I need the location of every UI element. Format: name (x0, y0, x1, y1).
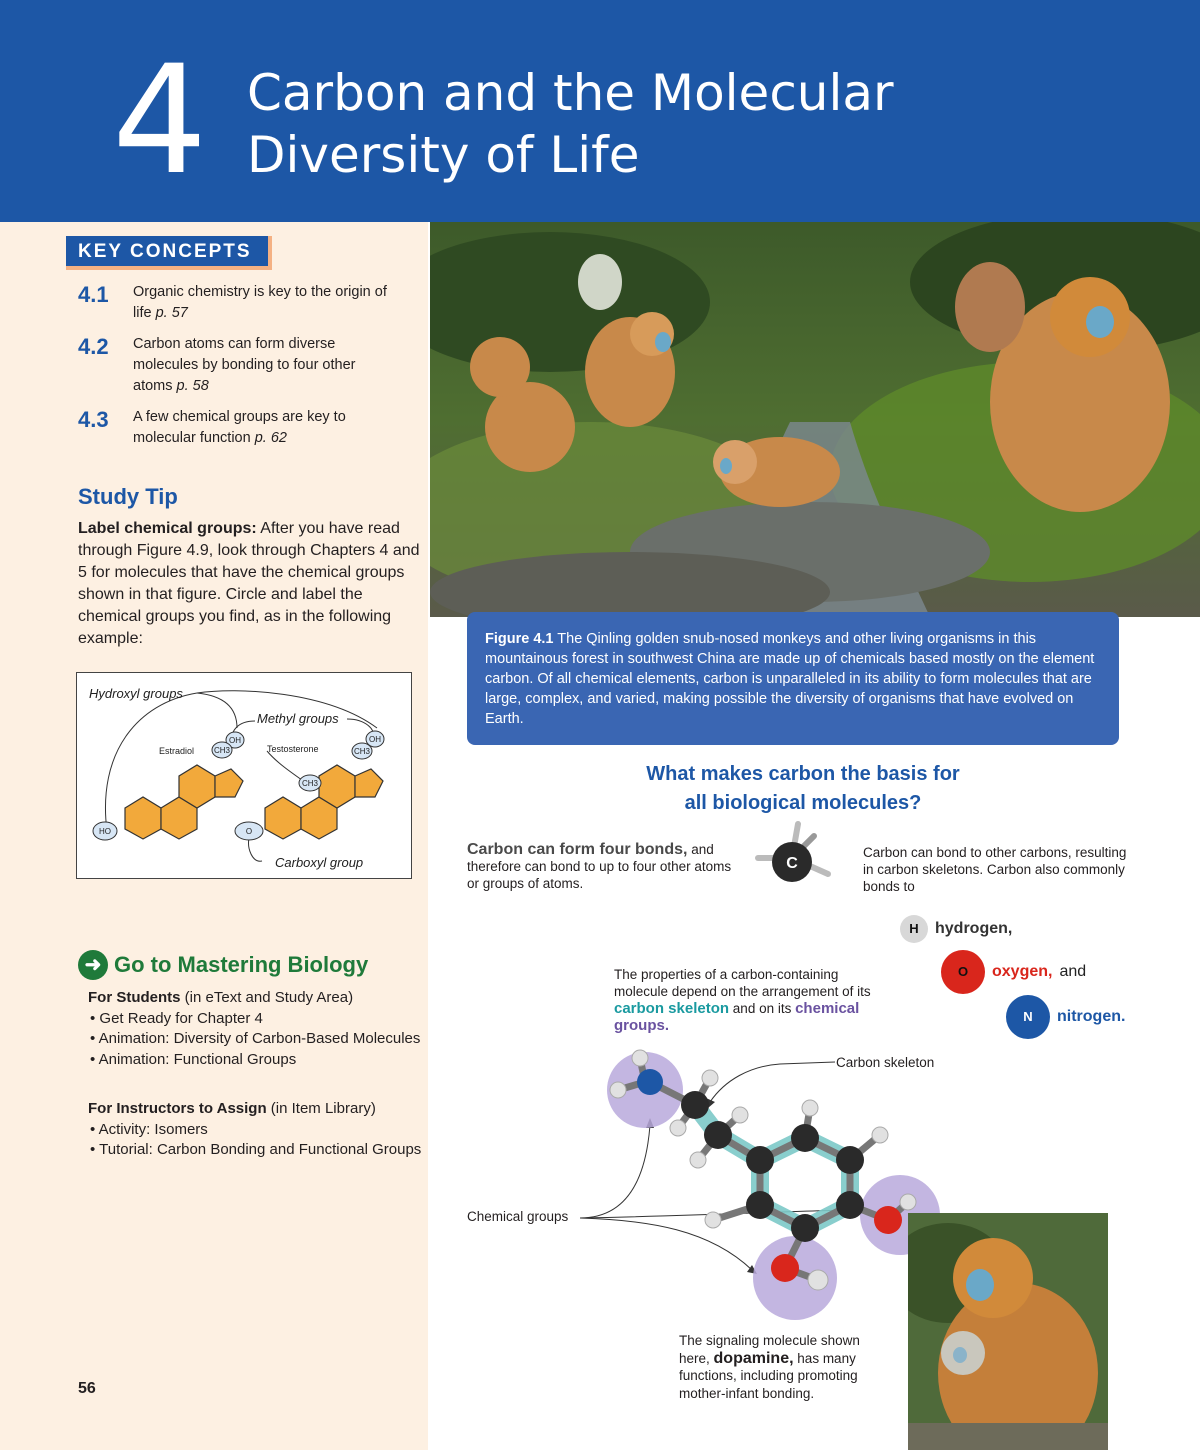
other-carbons-text: Carbon can bond to other carbons, resulting in carbon skeletons. Carbon also commonly bonds to (863, 845, 1127, 894)
chemical-groups-label: Chemical groups (467, 1209, 569, 1224)
list-item[interactable]: • Animation: Diversity of Carbon-Based Molecules (90, 1030, 421, 1047)
dopamine-molecule-model (430, 1040, 950, 1330)
element-oxygen: O oxygen, and (941, 950, 1086, 994)
section-question: What makes carbon the basis for all biological molecules? (646, 763, 960, 814)
chemical-groups-diagram (76, 672, 412, 879)
hydroxyl-groups-label: Hydroxyl groups (89, 686, 183, 701)
list-item[interactable]: • Tutorial: Carbon Bonding and Functional Groups (90, 1141, 422, 1158)
chapter-title-line1: Carbon and the Molecular (247, 64, 894, 122)
testosterone-label: Testosterone (267, 744, 319, 754)
for-students-list (88, 988, 423, 1070)
carbon-skeleton-label: Carbon skeleton (836, 1055, 935, 1070)
list-item[interactable]: • Get Ready for Chapter 4 (90, 1009, 263, 1027)
ch3-label: CH3 (213, 746, 231, 755)
page-reference[interactable]: p. 57 (155, 305, 188, 321)
chapter-number: 4 (112, 34, 208, 208)
figure-label: Figure 4.1 (485, 631, 554, 647)
element-nitrogen (1006, 995, 1125, 1039)
carbon-atom-model (752, 818, 832, 893)
ho-label: HO (99, 827, 111, 836)
ch3-label: CH3 (353, 747, 371, 756)
study-tip-title: Study Tip (78, 484, 178, 509)
key-concept-text: Carbon atoms can form diverse molecules by bonding to four other atoms p. 58 (133, 336, 356, 394)
page-number: 56 (78, 1380, 96, 1397)
forest-monkeys-photo (430, 222, 1200, 617)
key-concepts-heading: KEY CONCEPTS (66, 236, 272, 270)
dopamine-text: The signaling molecule shown here, dopamine, has many functions, including promoting mother-infant bonding. (679, 1333, 860, 1401)
for-students-heading: For Students (in eText and Study Area) (88, 989, 354, 1006)
ch3-label: CH3 (301, 779, 319, 788)
oxygen-atom-icon: O (941, 950, 985, 994)
key-concept-number: 4.1 (78, 282, 109, 307)
carboxyl-group-label: Carboxyl group (275, 855, 364, 870)
element-name: oxygen, (992, 963, 1053, 980)
for-instructors-list (88, 1099, 423, 1161)
page-reference[interactable]: p. 58 (176, 378, 209, 394)
chapter-title-line2: Diversity of Life (247, 126, 640, 184)
oh-label: OH (229, 736, 241, 745)
mastering-biology-link[interactable] (78, 950, 368, 980)
key-concept-text: A few chemical groups are key to molecular function p. 62 (133, 409, 346, 446)
element-name: nitrogen. (1057, 1008, 1126, 1025)
study-tip-body: Label chemical groups: After you have read through Figure 4.9, look through Chapters 4 and 5 for molecules that have the chemical groups shown in that figure. Circle and label the chemical groups you find, as in the following example: (78, 520, 420, 647)
for-instructors-heading: For Instructors to Assign (in Item Library) (88, 1100, 376, 1117)
list-item[interactable]: • Animation: Functional Groups (90, 1050, 297, 1068)
carbon-symbol: C (786, 855, 798, 872)
chapter-title (247, 62, 894, 186)
o-label: O (245, 827, 253, 836)
arrow-right-icon: ➜ (78, 950, 108, 980)
methyl-groups-label: Methyl groups (257, 711, 339, 726)
mother-infant-monkey-photo (908, 1213, 1108, 1450)
chapter-header (0, 0, 1200, 222)
list-item[interactable]: • Activity: Isomers (90, 1120, 208, 1138)
nitrogen-atom-icon: N (1006, 995, 1050, 1039)
page-reference[interactable]: p. 62 (254, 430, 287, 446)
oh-label: OH (369, 735, 381, 744)
four-bonds-text: Carbon can form four bonds, and therefore can bond to up to four other atoms or groups of atoms. (467, 841, 732, 891)
mastering-title-text: Go to Mastering Biology (114, 952, 369, 977)
element-name: hydrogen, (935, 920, 1013, 937)
key-concept-number: 4.3 (78, 407, 109, 432)
estradiol-label: Estradiol (159, 746, 195, 756)
figure-caption: Figure 4.1 The Qinling golden snub-nosed monkeys and other living organisms in this mountainous forest in southwest China are made up of chemicals based mostly on the element carbon. Of all chemical elements, carbon is unparalleled in its ability to form molecules that are large, complex, and varied, making possible the diversity of organisms that have evolved on Earth. (467, 612, 1119, 745)
key-concept-text: Organic chemistry is key to the origin of life p. 57 (133, 284, 387, 321)
key-concept-number: 4.2 (78, 334, 109, 359)
element-hydrogen (900, 915, 1012, 943)
hydrogen-atom-icon: H (900, 915, 928, 943)
properties-text: The properties of a carbon-containing molecule depend on the arrangement of its carbon skeleton and on its chemical groups. (614, 967, 871, 1034)
